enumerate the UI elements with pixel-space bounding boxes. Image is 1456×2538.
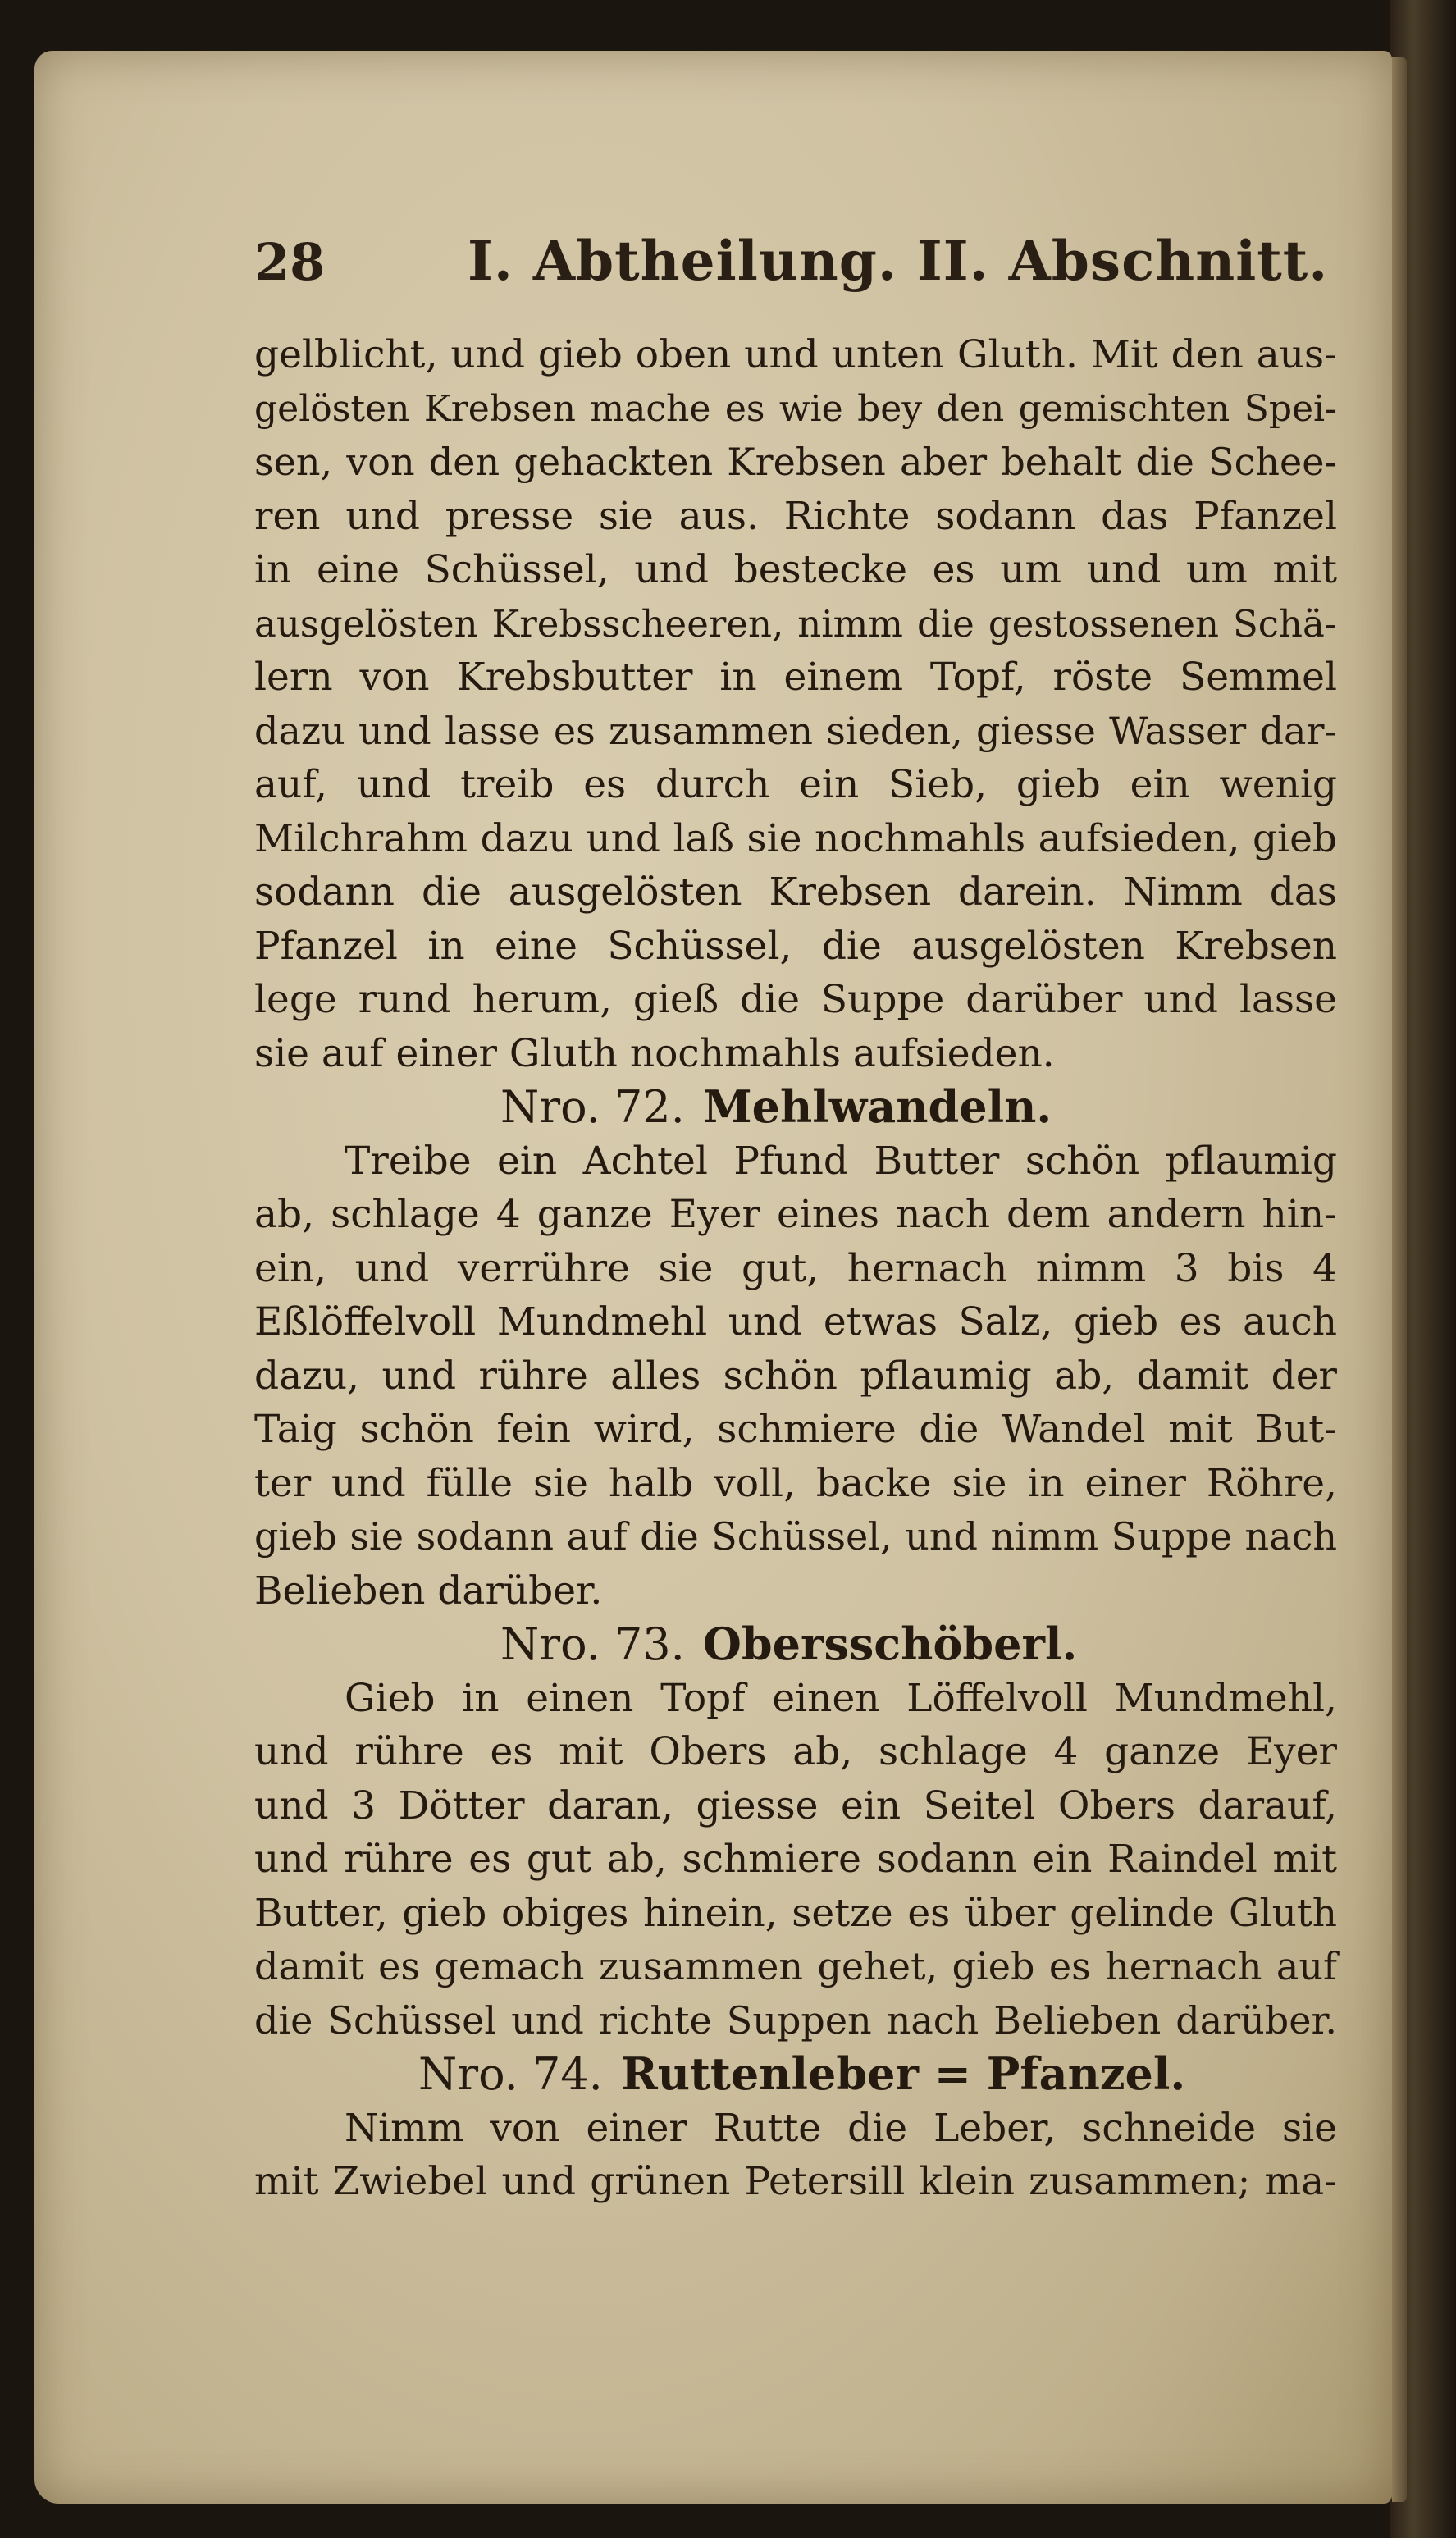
text-line: sie auf einer Gluth nochmahls aufsieden. xyxy=(254,1030,1055,1076)
text-line: Gieb in einen Topf einen Löffelvoll Mundmehl, xyxy=(345,1675,1337,1721)
text-line: Milchrahm dazu und laß sie nochmahls aufsieden, gieb xyxy=(254,815,1337,861)
recipe-heading-73 xyxy=(254,1618,1337,1672)
page-number: 28 xyxy=(254,232,326,292)
text-line: sodann die ausgelösten Krebsen darein. Nimm das xyxy=(254,870,1337,915)
text-line: ausgelösten Krebsscheeren, nimm die gestossenen Schä- xyxy=(254,601,1337,646)
text-line: auf, und treib es durch ein Sieb, gieb ein wenig xyxy=(254,762,1337,807)
text-line: Belieben darüber. xyxy=(254,1568,603,1614)
recipe-number: Nro. 74. xyxy=(418,2048,603,2100)
text-line: sen, von den gehackten Krebsen aber behalt die Schee- xyxy=(254,440,1337,484)
page-edge xyxy=(1392,57,1407,2502)
recipe-heading-74 xyxy=(254,2047,1337,2102)
section-title: I. Abtheilung. II. Abschnitt. xyxy=(468,229,1329,293)
text-line: und rühre es gut ab, schmiere sodann ein Raindel mit xyxy=(254,1837,1337,1882)
text-line: in eine Schüssel, und bestecke es um und um mit xyxy=(254,547,1337,592)
text-line: Eßlöffelvoll Mundmehl und etwas Salz, gieb es auch xyxy=(254,1299,1337,1344)
text-line: ab, schlage 4 ganze Eyer eines nach dem andern hin- xyxy=(254,1192,1337,1237)
recipe-number: Nro. 72. xyxy=(500,1081,685,1133)
text-line: Taig schön fein wird, schmiere die Wandel mit But- xyxy=(254,1407,1337,1452)
text-line: mit Zwiebel und grünen Petersill klein zusammen; ma- xyxy=(254,2159,1337,2204)
recipe-number: Nro. 73. xyxy=(500,1618,685,1670)
text-line: dazu und lasse es zusammen sieden, giesse Wasser dar- xyxy=(254,708,1337,753)
recipe-title: Obersschöberl. xyxy=(702,1618,1078,1670)
text-line: lern von Krebsbutter in einem Topf, röste Semmel xyxy=(254,655,1337,700)
text-line: und 3 Dötter daran, giesse ein Seitel Obers darauf, xyxy=(254,1783,1337,1828)
text-line: gieb sie sodann auf die Schüssel, und nimm Suppe nach xyxy=(254,1514,1337,1559)
recipe-title: Ruttenleber = Pfanzel. xyxy=(620,2047,1186,2100)
text-line: gelblicht, und gieb oben und unten Gluth. Mit den aus- xyxy=(254,332,1337,377)
text-line: ein, und verrühre sie gut, hernach nimm 3 bis 4 xyxy=(254,1245,1337,1291)
text-line: Treibe ein Achtel Pfund Butter schön pflaumig xyxy=(345,1138,1337,1184)
recipe-heading-72 xyxy=(254,1080,1337,1134)
text-line: Nimm von einer Rutte die Leber, schneide sie xyxy=(345,2105,1337,2151)
body-text xyxy=(254,328,1337,2209)
text-line: dazu, und rühre alles schön pflaumig ab, damit der xyxy=(254,1353,1337,1399)
text-line: Pfanzel in eine Schüssel, die ausgelösten Krebsen xyxy=(254,923,1337,969)
text-line: die Schüssel und richte Suppen nach Belieben darüber. xyxy=(254,1997,1337,2043)
text-line: und rühre es mit Obers ab, schlage 4 ganze Eyer xyxy=(254,1729,1337,1774)
running-head xyxy=(254,226,1329,299)
text-line: ren und presse sie aus. Richte sodann das Pfanzel xyxy=(254,493,1337,539)
text-line: Butter, gieb obiges hinein, setze es über gelinde Gluth xyxy=(254,1890,1337,1936)
text-line: ter und fülle sie halb voll, backe sie in einer Röhre, xyxy=(254,1460,1337,1506)
text-line: lege rund herum, gieß die Suppe darüber und lasse xyxy=(254,977,1337,1022)
text-line: damit es gemach zusammen gehet, gieb es hernach auf xyxy=(254,1944,1337,1988)
recipe-title: Mehlwandeln. xyxy=(702,1080,1052,1133)
text-line: gelösten Krebsen mache es wie bey den gemischten Spei- xyxy=(254,387,1337,430)
